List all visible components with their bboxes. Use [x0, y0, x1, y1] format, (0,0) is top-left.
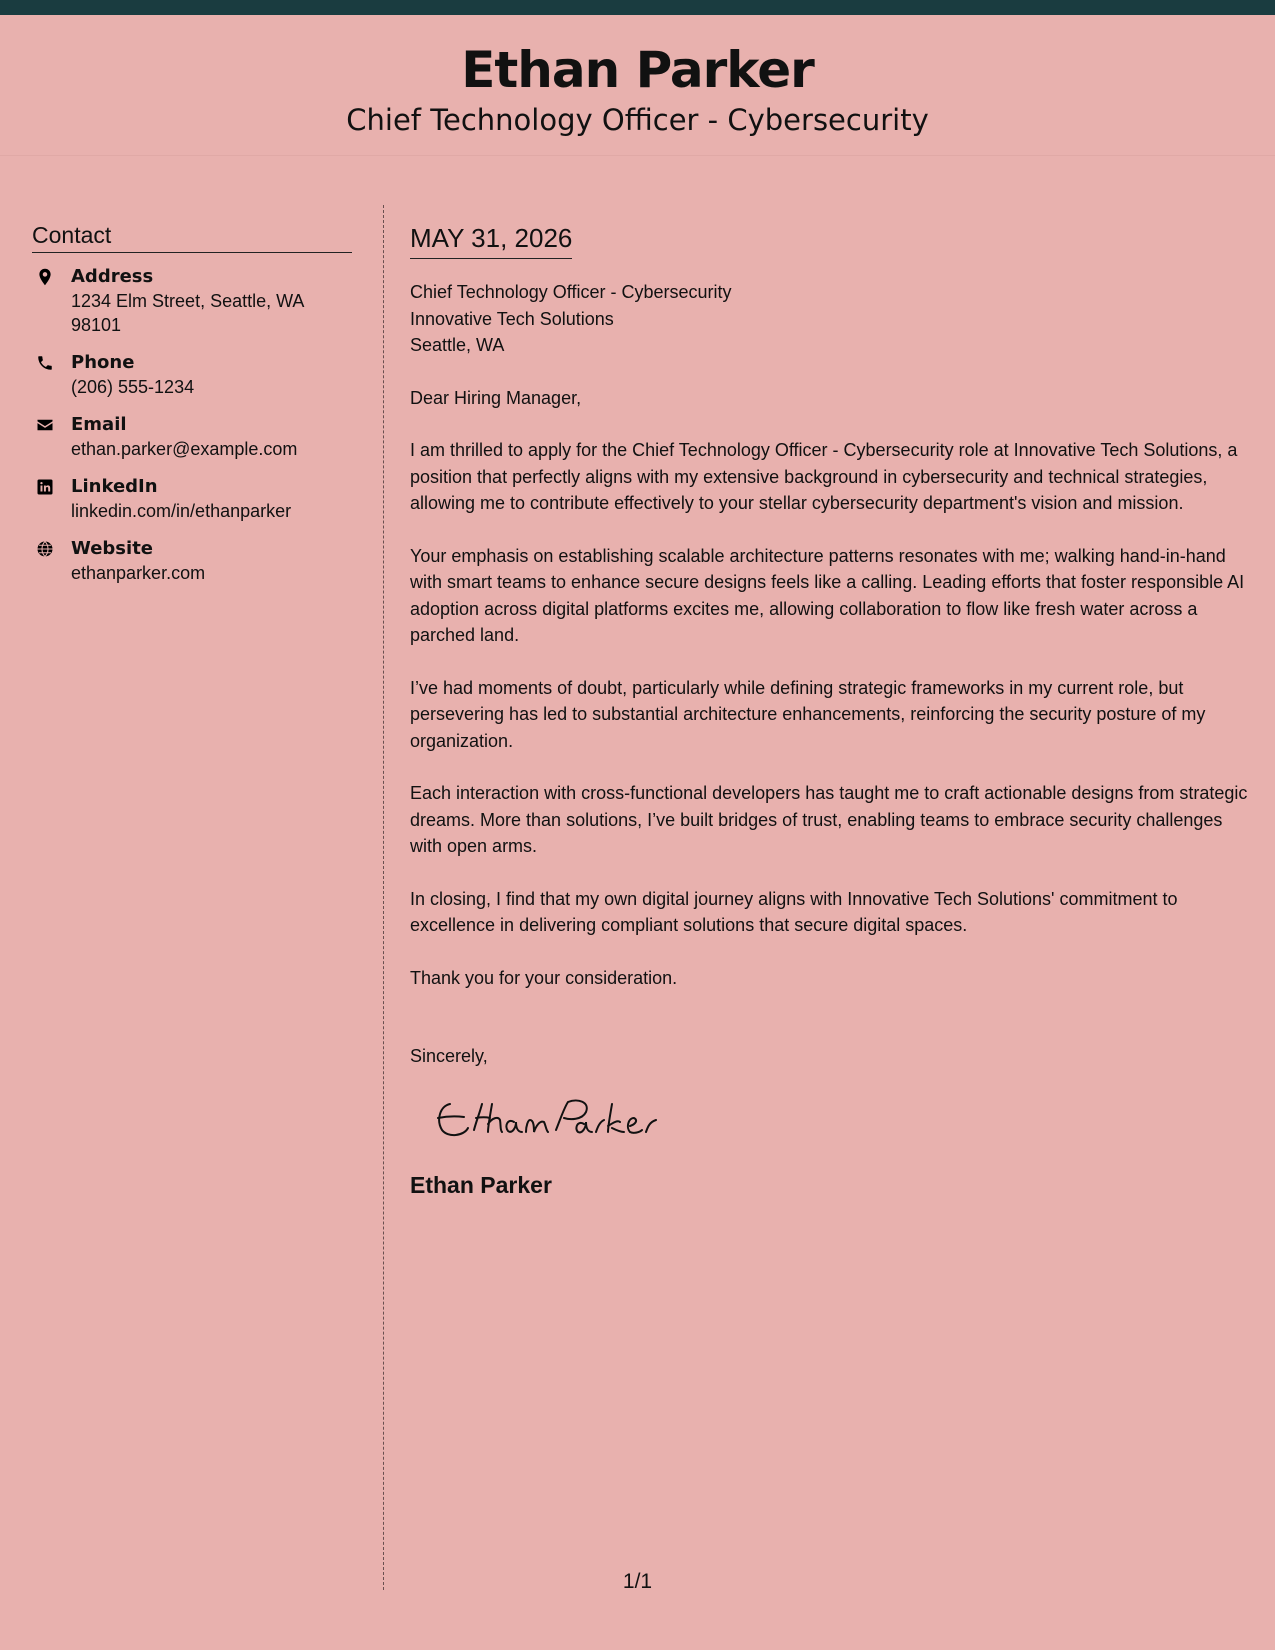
contact-phone [32, 351, 352, 399]
contact-heading: Contact [32, 220, 352, 253]
letter-body [410, 222, 1250, 1200]
signature-graphic [428, 1090, 668, 1150]
linkedin-icon [36, 478, 54, 496]
contact-email [32, 413, 352, 461]
letter-paragraph: I am thrilled to apply for the Chief Technology Officer - Cybersecurity role at Innovative Tech Solutions, a position that perfectly aligns with my extensive background in cybersecurity and technical strategies, allowing me to contribute effectively to your stellar cybersecurity department's vision and mission. [410, 440, 1238, 513]
contact-label: Email [71, 414, 127, 435]
letter-paragraph: Thank you for your consideration. [410, 967, 678, 988]
top-accent-bar [0, 0, 1275, 15]
applicant-name: Ethan Parker [461, 41, 814, 99]
globe-icon [36, 540, 54, 558]
recipient-line: Innovative Tech Solutions [410, 308, 614, 329]
contact-sidebar [32, 220, 352, 599]
phone-icon [36, 354, 54, 372]
contact-label: LinkedIn [71, 476, 158, 497]
contact-value: ethanparker.com [71, 563, 206, 583]
envelope-icon [36, 416, 54, 434]
map-pin-icon [36, 268, 54, 286]
recipient-line: Chief Technology Officer - Cybersecurity [410, 282, 732, 302]
letter-paragraph: In closing, I find that my own digital journey aligns with Innovative Tech Solutions' commitment to excellence in delivering compliant solutions that secure digital spaces. [410, 888, 1178, 935]
column-divider [383, 205, 384, 1590]
contact-address [32, 265, 352, 337]
contact-value: (206) 555-1234 [71, 377, 195, 397]
letter-paragraph: I’ve had moments of doubt, particularly while defining strategic frameworks in my current role, but persevering has led to substantial architecture enhancements, reinforcing the security posture of my organization. [410, 677, 1206, 751]
contact-value: ethan.parker@example.com [71, 439, 298, 459]
letter-paragraph: Your emphasis on establishing scalable architecture patterns resonates with me; walking hand-in-hand with smart teams to enhance secure designs feels like a calling. Leading efforts that foster responsible AI adoption across digital platforms excites me, allowing collaboration to flow like fresh water across a parched land. [410, 545, 1245, 645]
signer-name: Ethan Parker [410, 1171, 552, 1198]
recipient-block [410, 279, 1250, 359]
contact-website [32, 537, 352, 585]
contact-linkedin [32, 475, 352, 523]
handwritten-signature [428, 1090, 1250, 1160]
contact-value: 1234 Elm Street, Seattle, WA 98101 [71, 291, 304, 335]
page-number: 1/1 [622, 1570, 653, 1593]
contact-label: Website [71, 538, 154, 559]
page-header [0, 15, 1275, 156]
applicant-title: Chief Technology Officer - Cybersecurity [346, 103, 929, 137]
salutation: Dear Hiring Manager, [410, 387, 582, 408]
contact-label: Phone [71, 352, 135, 373]
letter-paragraph: Each interaction with cross-functional developers has taught me to craft actionable designs from strategic dreams. More than solutions, I’ve built bridges of trust, enabling teams to embrace security challenges with open arms. [410, 783, 1248, 856]
letter-date: MAY 31, 2026 [410, 222, 572, 259]
closing: Sincerely, [410, 1046, 488, 1066]
contact-label: Address [71, 266, 154, 287]
recipient-line: Seattle, WA [410, 335, 505, 355]
contact-value: linkedin.com/in/ethanparker [71, 501, 292, 521]
